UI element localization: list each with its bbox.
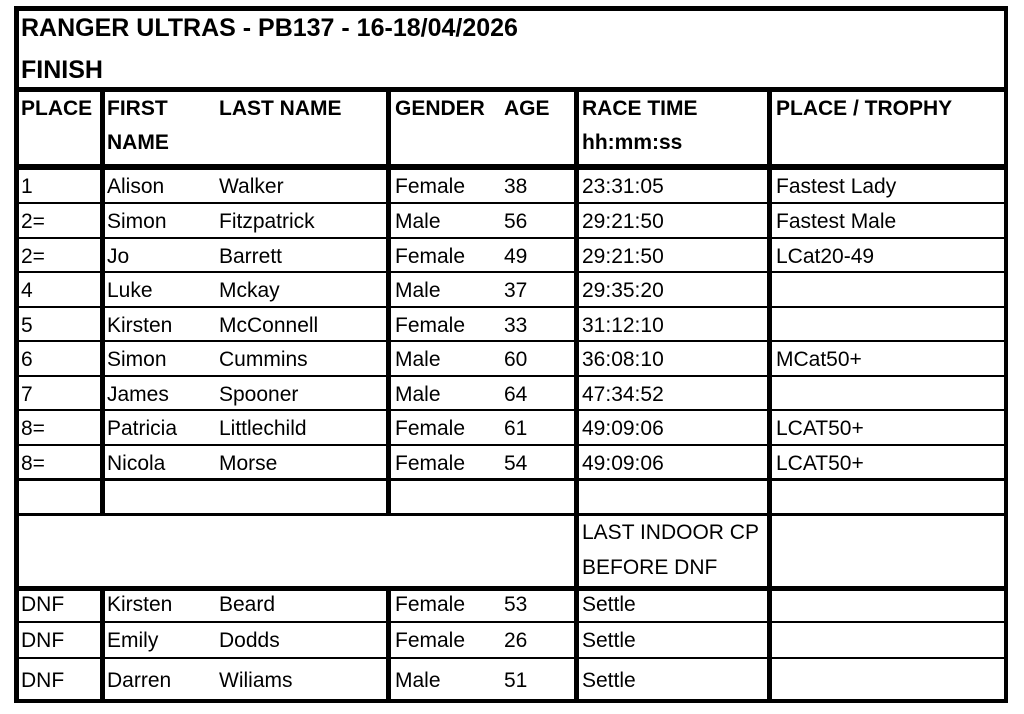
cell-trophy: Fastest Lady — [776, 175, 897, 198]
cell-first-name: Patricia — [107, 417, 178, 440]
cell-first-name: Nicola — [107, 452, 166, 475]
cell-gender: Female — [395, 629, 466, 652]
row-divider — [14, 409, 1008, 411]
cell-gender: Male — [395, 383, 441, 406]
cell-gender: Female — [395, 452, 466, 475]
row-divider — [14, 340, 1008, 342]
page-subtitle: FINISH — [21, 56, 103, 84]
cell-place: DNF — [21, 593, 65, 616]
cell-place: 4 — [21, 279, 33, 302]
col-divider — [386, 88, 391, 515]
cell-first-name: Simon — [107, 348, 167, 371]
cell-place: 8= — [21, 417, 45, 440]
cell-race-time: 29:21:50 — [582, 210, 664, 233]
row-divider — [14, 237, 1008, 239]
cell-first-name: Kirsten — [107, 314, 173, 337]
cell-trophy: MCat50+ — [776, 348, 862, 371]
cell-gender: Female — [395, 175, 466, 198]
cell-last-name: McConnell — [219, 314, 319, 337]
cell-last-name: Barrett — [219, 245, 283, 268]
col-header-first-name: FIRST — [107, 97, 168, 120]
row-divider — [14, 513, 1008, 516]
cell-race-time: 36:08:10 — [582, 348, 664, 371]
col-divider — [767, 88, 772, 515]
cell-place: 5 — [21, 314, 33, 337]
dnf-header-line2: BEFORE DNF — [582, 556, 718, 579]
cell-trophy: LCat20-49 — [776, 245, 875, 268]
cell-last-name: Morse — [219, 452, 278, 475]
cell-age: 37 — [504, 279, 528, 302]
cell-age: 51 — [504, 669, 528, 692]
cell-race-time: 49:09:06 — [582, 452, 664, 475]
cell-gender: Female — [395, 417, 466, 440]
col-header-race-time-format: hh:mm:ss — [582, 131, 683, 154]
cell-first-name: Simon — [107, 210, 167, 233]
row-divider — [14, 478, 1008, 481]
frame-right — [1004, 6, 1008, 703]
cell-age: 33 — [504, 314, 528, 337]
cell-age: 60 — [504, 348, 528, 371]
cell-place: 7 — [21, 383, 33, 406]
col-divider — [574, 88, 579, 515]
cell-gender: Female — [395, 245, 466, 268]
col-divider — [100, 589, 105, 701]
cell-race-time: 31:12:10 — [582, 314, 664, 337]
cell-first-name: James — [107, 383, 169, 406]
cell-race-time: 23:31:05 — [582, 175, 664, 198]
cell-age: 49 — [504, 245, 528, 268]
cell-place: DNF — [21, 669, 65, 692]
cell-gender: Female — [395, 314, 466, 337]
cell-trophy: LCAT50+ — [776, 452, 864, 475]
cell-age: 26 — [504, 629, 528, 652]
row-divider — [14, 375, 1008, 377]
col-header-first-name-line2: NAME — [107, 131, 169, 154]
cell-place: 2= — [21, 210, 45, 233]
cell-age: 56 — [504, 210, 528, 233]
cell-gender: Male — [395, 210, 441, 233]
col-divider — [386, 589, 391, 701]
row-divider — [14, 202, 1008, 204]
cell-last-name: Spooner — [219, 383, 299, 406]
cell-age: 64 — [504, 383, 528, 406]
cell-last-name: Beard — [219, 593, 276, 616]
frame-bottom — [14, 699, 1008, 703]
cell-first-name: Jo — [107, 245, 130, 268]
cell-race-time: 49:09:06 — [582, 417, 664, 440]
cell-last-cp: Settle — [582, 669, 636, 692]
row-divider — [14, 444, 1008, 446]
cell-first-name: Alison — [107, 175, 165, 198]
cell-first-name: Kirsten — [107, 593, 173, 616]
cell-place: 6 — [21, 348, 33, 371]
cell-gender: Male — [395, 348, 441, 371]
col-header-race-time: RACE TIME — [582, 97, 698, 120]
cell-race-time: 29:35:20 — [582, 279, 664, 302]
header-divider — [14, 164, 1008, 170]
cell-last-name: Cummins — [219, 348, 308, 371]
cell-age: 61 — [504, 417, 528, 440]
row-divider — [14, 271, 1008, 273]
col-divider — [767, 589, 772, 701]
cell-age: 38 — [504, 175, 528, 198]
row-divider — [14, 657, 1008, 659]
cell-race-time: 47:34:52 — [582, 383, 664, 406]
cell-last-cp: Settle — [582, 593, 636, 616]
dnf-header-divider — [14, 586, 1008, 591]
cell-age: 53 — [504, 593, 528, 616]
cell-gender: Female — [395, 593, 466, 616]
cell-trophy: LCAT50+ — [776, 417, 864, 440]
frame-left — [14, 6, 19, 703]
row-divider — [14, 621, 1008, 623]
page-title: RANGER ULTRAS - PB137 - 16-18/04/2026 — [21, 14, 518, 42]
cell-gender: Male — [395, 669, 441, 692]
cell-place: DNF — [21, 629, 65, 652]
cell-last-name: Wiliams — [219, 669, 293, 692]
cell-gender: Male — [395, 279, 441, 302]
col-header-place: PLACE — [21, 97, 93, 120]
cell-age: 54 — [504, 452, 528, 475]
cell-first-name: Emily — [107, 629, 159, 652]
cell-first-name: Luke — [107, 279, 153, 302]
col-header-last-name: LAST NAME — [219, 97, 342, 120]
col-header-trophy: PLACE / TROPHY — [776, 97, 953, 120]
cell-last-name: Walker — [219, 175, 284, 198]
col-divider — [100, 88, 105, 515]
cell-last-name: Littlechild — [219, 417, 307, 440]
cell-place: 8= — [21, 452, 45, 475]
row-divider — [14, 306, 1008, 308]
cell-race-time: 29:21:50 — [582, 245, 664, 268]
title-divider — [14, 87, 1008, 92]
cell-place: 1 — [21, 175, 33, 198]
cell-last-cp: Settle — [582, 629, 636, 652]
cell-last-name: Mckay — [219, 279, 280, 302]
cell-trophy: Fastest Male — [776, 210, 897, 233]
frame-top — [14, 6, 1008, 11]
cell-place: 2= — [21, 245, 45, 268]
col-divider — [767, 515, 772, 589]
dnf-header-line1: LAST INDOOR CP — [582, 521, 759, 544]
cell-first-name: Darren — [107, 669, 172, 692]
col-divider — [574, 515, 579, 589]
cell-last-name: Dodds — [219, 629, 280, 652]
col-divider — [574, 589, 579, 701]
col-header-age: AGE — [504, 97, 550, 120]
cell-last-name: Fitzpatrick — [219, 210, 315, 233]
col-header-gender: GENDER — [395, 97, 485, 120]
